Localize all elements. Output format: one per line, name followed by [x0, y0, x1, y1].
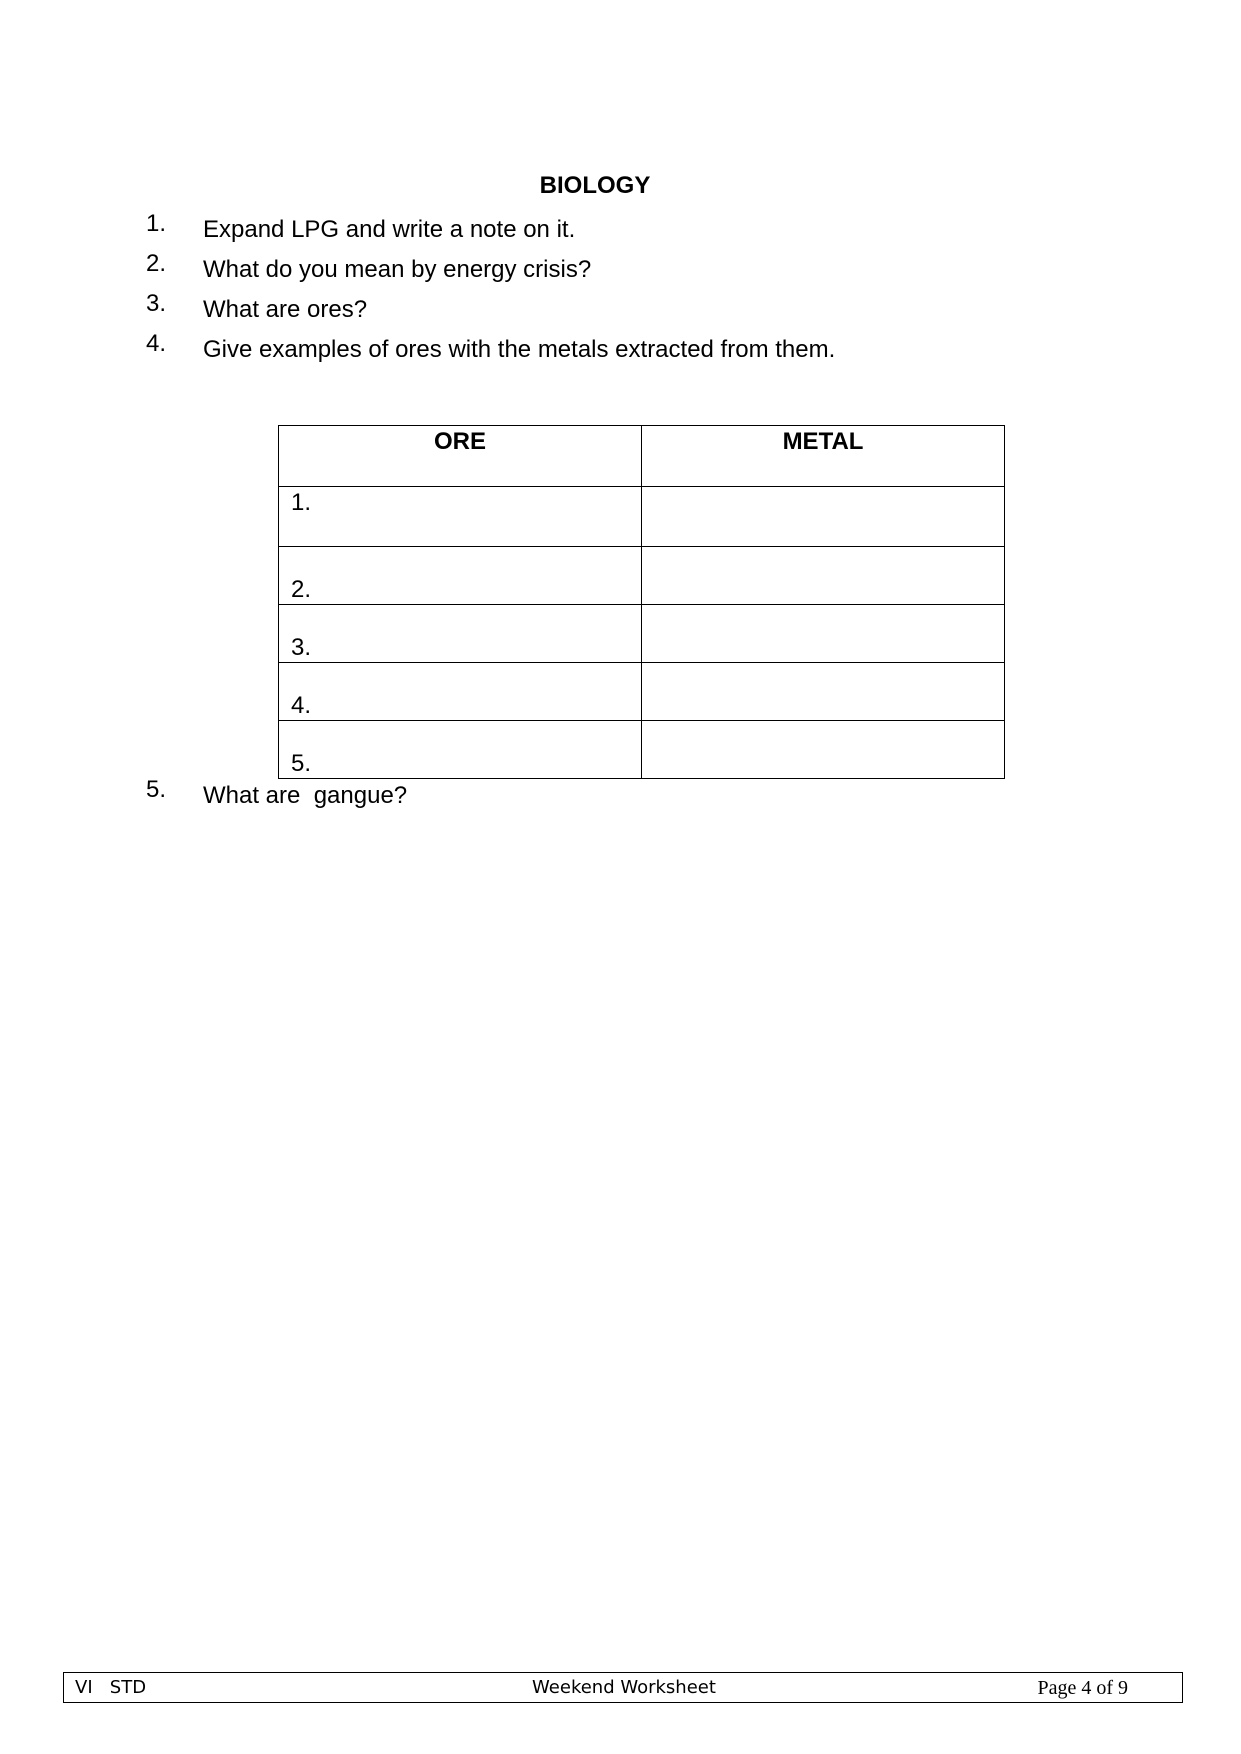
question-number: 5. [146, 776, 167, 803]
metal-cell [642, 547, 1005, 605]
metal-cell [642, 663, 1005, 721]
question-number: 3. [146, 290, 167, 317]
page-footer [63, 1672, 1183, 1703]
table-row [279, 721, 1005, 779]
metal-cell [642, 721, 1005, 779]
table-row [279, 547, 1005, 605]
question-text: What do you mean by energy crisis? [203, 256, 592, 283]
question-number: 1. [146, 210, 167, 237]
metal-cell [642, 487, 1005, 547]
question-text: What are ores? [203, 296, 368, 323]
metal-cell [642, 605, 1005, 663]
question-number: 2. [146, 250, 167, 277]
ore-cell: 4. [279, 663, 642, 721]
footer-title: Weekend Worksheet [532, 1677, 716, 1698]
table-row [279, 663, 1005, 721]
footer-page-number: Page 4 of 9 [1037, 1677, 1128, 1699]
question-text: Give examples of ores with the metals extracted from them. [203, 336, 836, 363]
table-row [279, 605, 1005, 663]
footer-class: VI STD [75, 1677, 147, 1698]
header-ore: ORE [279, 426, 642, 487]
ore-cell: 5. [279, 721, 642, 779]
question-number: 4. [146, 330, 167, 357]
ore-cell: 1. [279, 487, 642, 547]
ore-cell: 2. [279, 547, 642, 605]
header-metal: METAL [642, 426, 1005, 487]
table-header-row [279, 426, 1005, 487]
ore-metal-table [278, 425, 1005, 779]
question-text: What are gangue? [203, 782, 408, 809]
table-row [279, 487, 1005, 547]
section-title: BIOLOGY [539, 172, 651, 199]
question-text: Expand LPG and write a note on it. [203, 216, 576, 243]
ore-cell: 3. [279, 605, 642, 663]
